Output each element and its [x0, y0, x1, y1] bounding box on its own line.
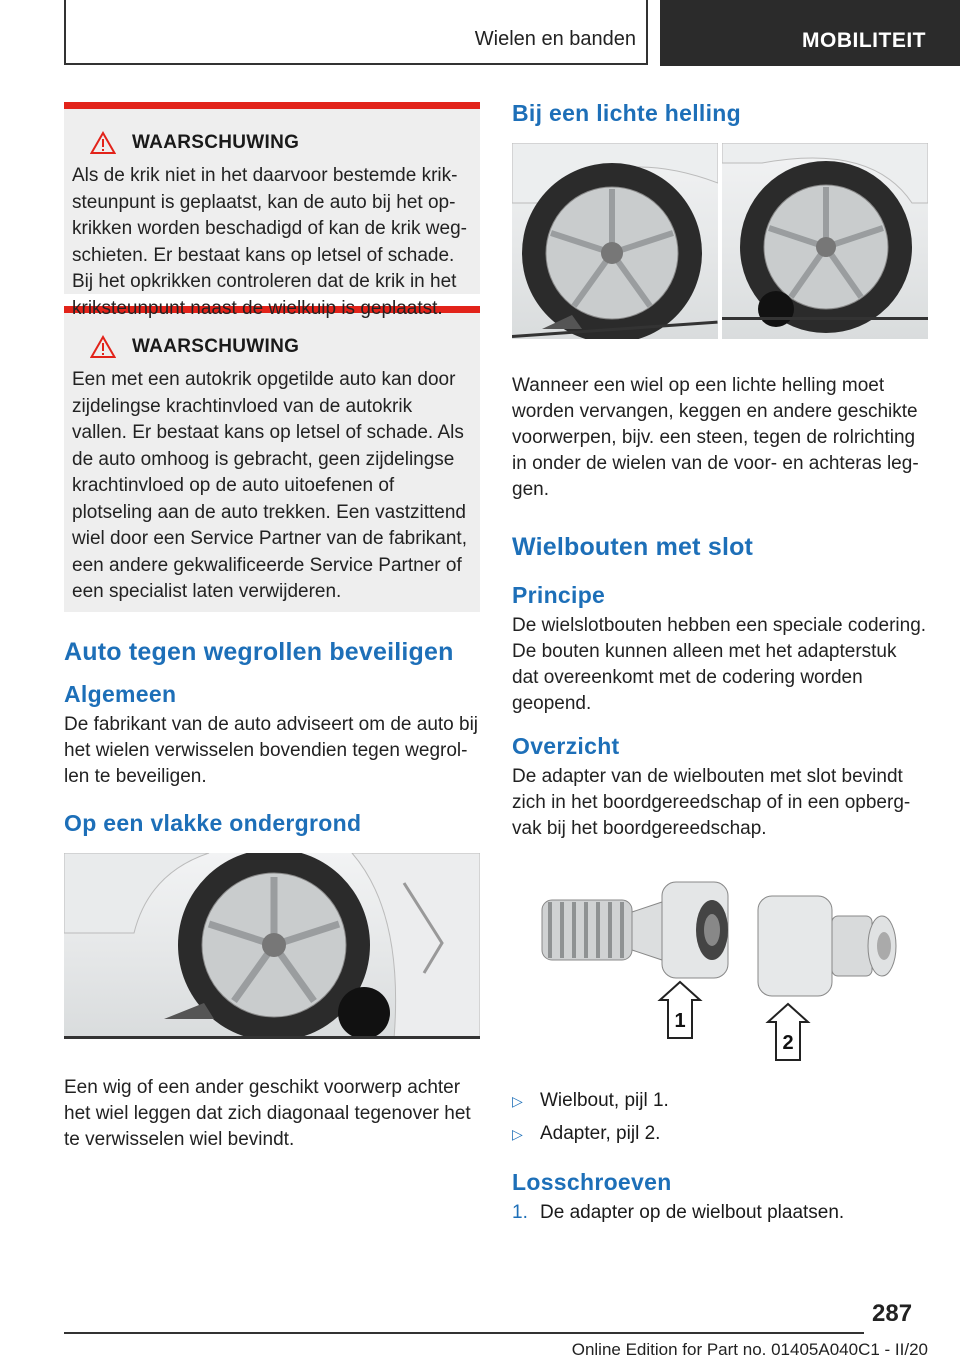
- legend-text: Adapter, pijl 2.: [540, 1123, 661, 1144]
- warning-text: Een met een autokrik opgetilde auto kan door zijdelingse krachtinvloed van de autokrik vallen. Er bestaat kans op letsel of schade. Als de auto omhoog is gebracht, geen zijdelingse krachtinvloed op de auto uitoefenen of plotseling aan de auto trekken. Een vastzittend wiel door een Service Partner van de fabrikant, een andere gekwalificeerde Service Partner of een specialist laten verwijderen.: [72, 369, 467, 602]
- warning-triangle-icon: [90, 131, 116, 155]
- step-number: 1.: [512, 1202, 528, 1223]
- list-item: [512, 1121, 928, 1147]
- wheel-image: [64, 853, 480, 1039]
- rear-wheel-image: [722, 143, 928, 339]
- legend-text: Wielbout, pijl 1.: [540, 1090, 669, 1111]
- slope-wheels-photo: [512, 143, 928, 339]
- steps-list: [512, 1200, 928, 1226]
- callout-2: 2: [782, 1032, 794, 1054]
- list-item: [512, 1088, 928, 1114]
- warning-text: Als de krik niet in het daarvoor bestemde kriksteunpunt is geplaatst, kan de auto bij het opkrikken worden beschadigd of kan de krik wegschieten. Er bestaat kans op letsel of schade. Bij het opkrikken controleren dat de krik in het kriksteunpunt naast de wielkuip is geplaatst.: [72, 165, 467, 319]
- front-wheel-photo: [512, 143, 718, 339]
- principle-text: De wielslotbouten hebben een speciale codering. De bouten kunnen alleen met het adapterstuk dat overeenkomt met de codering worden geopend.: [512, 615, 927, 714]
- ground-line: [64, 1036, 480, 1039]
- flat-ground-wheel-photo: [64, 853, 480, 1039]
- warning-box: [64, 102, 480, 319]
- ground-line: [722, 317, 928, 320]
- triangle-bullet-icon: ▷: [512, 1093, 523, 1109]
- front-wheel-image: [512, 143, 718, 339]
- warning-box: [64, 306, 480, 612]
- callout-1: 1: [674, 1010, 686, 1032]
- heading-flat-ground: Op een vlakke ondergrond: [64, 810, 362, 836]
- rear-wheel-photo: [722, 143, 928, 339]
- legend-list: [512, 1088, 928, 1147]
- flat-ground-text: Een wig of een ander geschikt voorwerp achter het wiel leggen dat zich diagonaal tegenover het te verwisselen wiel bevindt.: [64, 1077, 471, 1150]
- triangle-bullet-icon: ▷: [512, 1126, 523, 1142]
- footer-rule: [64, 1332, 864, 1334]
- warning-triangle-icon: [90, 335, 116, 359]
- page-number: 287: [872, 1300, 913, 1327]
- bolt-adapter-illustration: [512, 872, 928, 1068]
- warning-title: WAARSCHUWING: [132, 336, 300, 357]
- heading-roll-away: Auto tegen wegrollen beveiligen: [64, 638, 454, 666]
- general-text: De fabrikant van de auto adviseert om de auto bij het wielen verwisselen bovendien tegen wegrollen te beveiligen.: [64, 714, 479, 787]
- overview-text: De adapter van de wielbouten met slot bevindt zich in het boordgereedschap of in een opbergvak bij het boordgereedschap.: [512, 766, 911, 839]
- warning-header: [90, 335, 472, 359]
- footer-edition: Online Edition for Part no. 01405A040C1 - II/20: [571, 1340, 928, 1359]
- heading-overview: Overzicht: [512, 733, 620, 759]
- bolt-adapter-image: [512, 872, 928, 1068]
- heading-principle: Principe: [512, 582, 606, 608]
- step-text: De adapter op de wielbout plaatsen.: [540, 1202, 845, 1223]
- section-title: Wielen en banden: [474, 28, 636, 50]
- warning-title: WAARSCHUWING: [132, 132, 300, 153]
- right-column: [512, 100, 928, 1233]
- chapter-title: MOBILITEIT: [802, 29, 926, 52]
- heading-general: Algemeen: [64, 681, 177, 707]
- chapter-tab: [660, 0, 960, 66]
- warning-header: [90, 131, 472, 155]
- heading-loosen: Losschroeven: [512, 1169, 672, 1195]
- heading-slight-slope: Bij een lichte helling: [512, 100, 741, 126]
- header-rule-left: [64, 0, 66, 64]
- slope-text: Wanneer een wiel op een lichte helling moet worden vervangen, keggen en andere geschikte voorwerpen, bijv. een steen, tegen de rolrichting in onder de wielen van de voor- en achteras leggen.: [512, 375, 919, 500]
- heading-locking-bolts: Wielbouten met slot: [512, 533, 754, 561]
- step-item: [512, 1200, 928, 1226]
- header-rule-bottom: [64, 63, 648, 65]
- left-column: [64, 102, 480, 1153]
- header-rule-divider: [646, 0, 648, 64]
